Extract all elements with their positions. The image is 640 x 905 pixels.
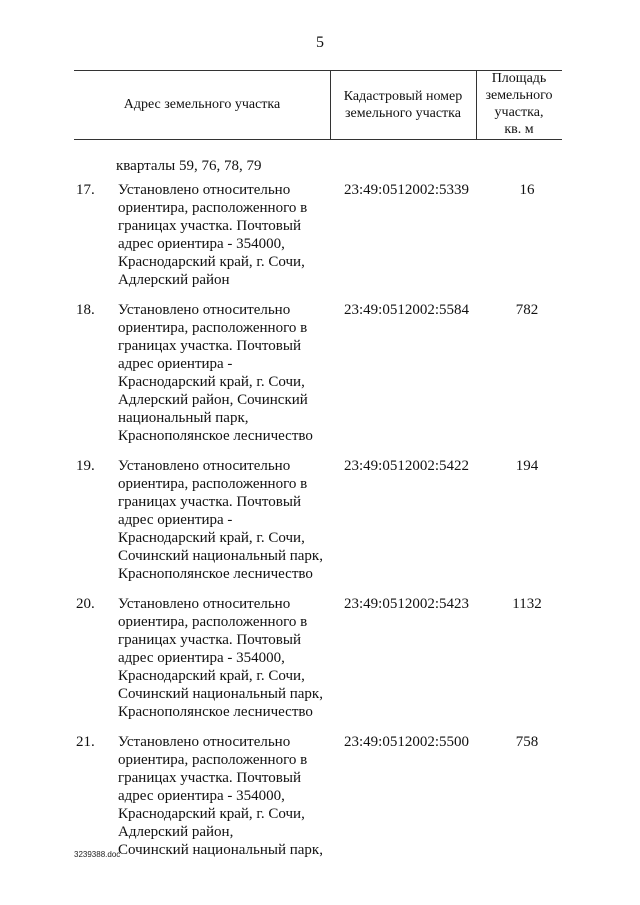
address-line: ориентира, расположенного в xyxy=(118,320,308,336)
address-line: Краснодарский край, г. Сочи, xyxy=(118,530,305,546)
row-cadastral-number: 23:49:0512002:5423 xyxy=(344,596,470,612)
header-area-line: кв. м xyxy=(504,122,534,137)
address-line: Адлерский район, xyxy=(118,824,234,840)
address-line: Установлено относительно xyxy=(118,302,291,318)
header-area-line: Площадь xyxy=(491,71,547,86)
header-area-line: земельного xyxy=(485,88,553,103)
address-line: Установлено относительно xyxy=(118,596,291,612)
row-number: 17. xyxy=(76,182,95,198)
row-address xyxy=(118,301,344,445)
address-line: Установлено относительно xyxy=(118,458,291,474)
address-line: границах участка. Почтовый xyxy=(118,338,301,354)
address-line: Краснодарский край, г. Сочи, xyxy=(118,374,305,390)
row-number: 20. xyxy=(76,596,95,612)
row-number: 19. xyxy=(76,458,95,474)
address-line: Сочинский национальный парк, xyxy=(118,686,323,702)
row-area: 16 xyxy=(519,182,535,198)
document-filename: 3239388.doc xyxy=(74,850,121,859)
address-line: Адлерский район, Сочинский xyxy=(118,392,308,408)
address-line: Установлено относительно xyxy=(118,182,291,198)
address-line: ориентира, расположенного в xyxy=(118,476,308,492)
address-line: национальный парк, xyxy=(118,410,249,426)
table-row xyxy=(0,595,640,721)
table-row xyxy=(0,301,640,445)
row-address xyxy=(118,457,344,583)
row-cadastral-number: 23:49:0512002:5584 xyxy=(344,302,470,318)
address-line: Краснополянское лесничество xyxy=(118,566,313,582)
address-line: границах участка. Почтовый xyxy=(118,218,301,234)
row-area: 758 xyxy=(515,734,539,750)
row-area: 782 xyxy=(515,302,539,318)
row-area: 1132 xyxy=(512,596,542,612)
row-number: 21. xyxy=(76,734,95,750)
page-number: 5 xyxy=(316,34,324,51)
address-line: адрес ориентира - 354000, xyxy=(118,788,285,804)
row-cadastral-number: 23:49:0512002:5422 xyxy=(344,458,470,474)
address-line: границах участка. Почтовый xyxy=(118,494,301,510)
row-number: 18. xyxy=(76,302,95,318)
address-line: границах участка. Почтовый xyxy=(118,770,301,786)
address-line: ориентира, расположенного в xyxy=(118,752,308,768)
address-line: Краснодарский край, г. Сочи, xyxy=(118,254,305,270)
row-cadastral-number: 23:49:0512002:5500 xyxy=(344,734,470,750)
header-cadastral xyxy=(330,88,476,122)
row-cadastral-number: 23:49:0512002:5339 xyxy=(344,182,470,198)
header-cadastral-line: земельного участка xyxy=(345,106,461,121)
address-line: адрес ориентира - 354000, xyxy=(118,236,285,252)
address-line: Сочинский национальный парк, xyxy=(118,548,323,564)
table-row xyxy=(0,733,640,859)
address-line: Краснодарский край, г. Сочи, xyxy=(118,806,305,822)
address-line: границах участка. Почтовый xyxy=(118,632,301,648)
row-area: 194 xyxy=(515,458,539,474)
header-address: Адрес земельного участка xyxy=(123,97,281,112)
header-area xyxy=(476,70,562,138)
address-line: адрес ориентира - xyxy=(118,512,233,528)
header-cadastral-line: Кадастровый номер xyxy=(343,89,463,104)
continuation-line: кварталы 59, 76, 78, 79 xyxy=(116,158,262,174)
address-line: Установлено относительно xyxy=(118,734,291,750)
row-address xyxy=(118,595,344,721)
header-area-line: участка, xyxy=(494,105,544,120)
table-header-rule xyxy=(74,139,562,140)
table-row xyxy=(0,181,640,289)
address-line: ориентира, расположенного в xyxy=(118,200,308,216)
address-line: адрес ориентира - xyxy=(118,356,233,372)
table-row xyxy=(0,457,640,583)
row-address xyxy=(118,181,344,289)
row-address xyxy=(118,733,344,859)
address-line: ориентира, расположенного в xyxy=(118,614,308,630)
table-body xyxy=(0,181,640,871)
address-line: Краснополянское лесничество xyxy=(118,704,313,720)
address-line: Адлерский район xyxy=(118,272,230,288)
address-line: Краснодарский край, г. Сочи, xyxy=(118,668,305,684)
address-line: Краснополянское лесничество xyxy=(118,428,313,444)
address-line: Сочинский национальный парк, xyxy=(118,842,323,858)
address-line: адрес ориентира - 354000, xyxy=(118,650,285,666)
